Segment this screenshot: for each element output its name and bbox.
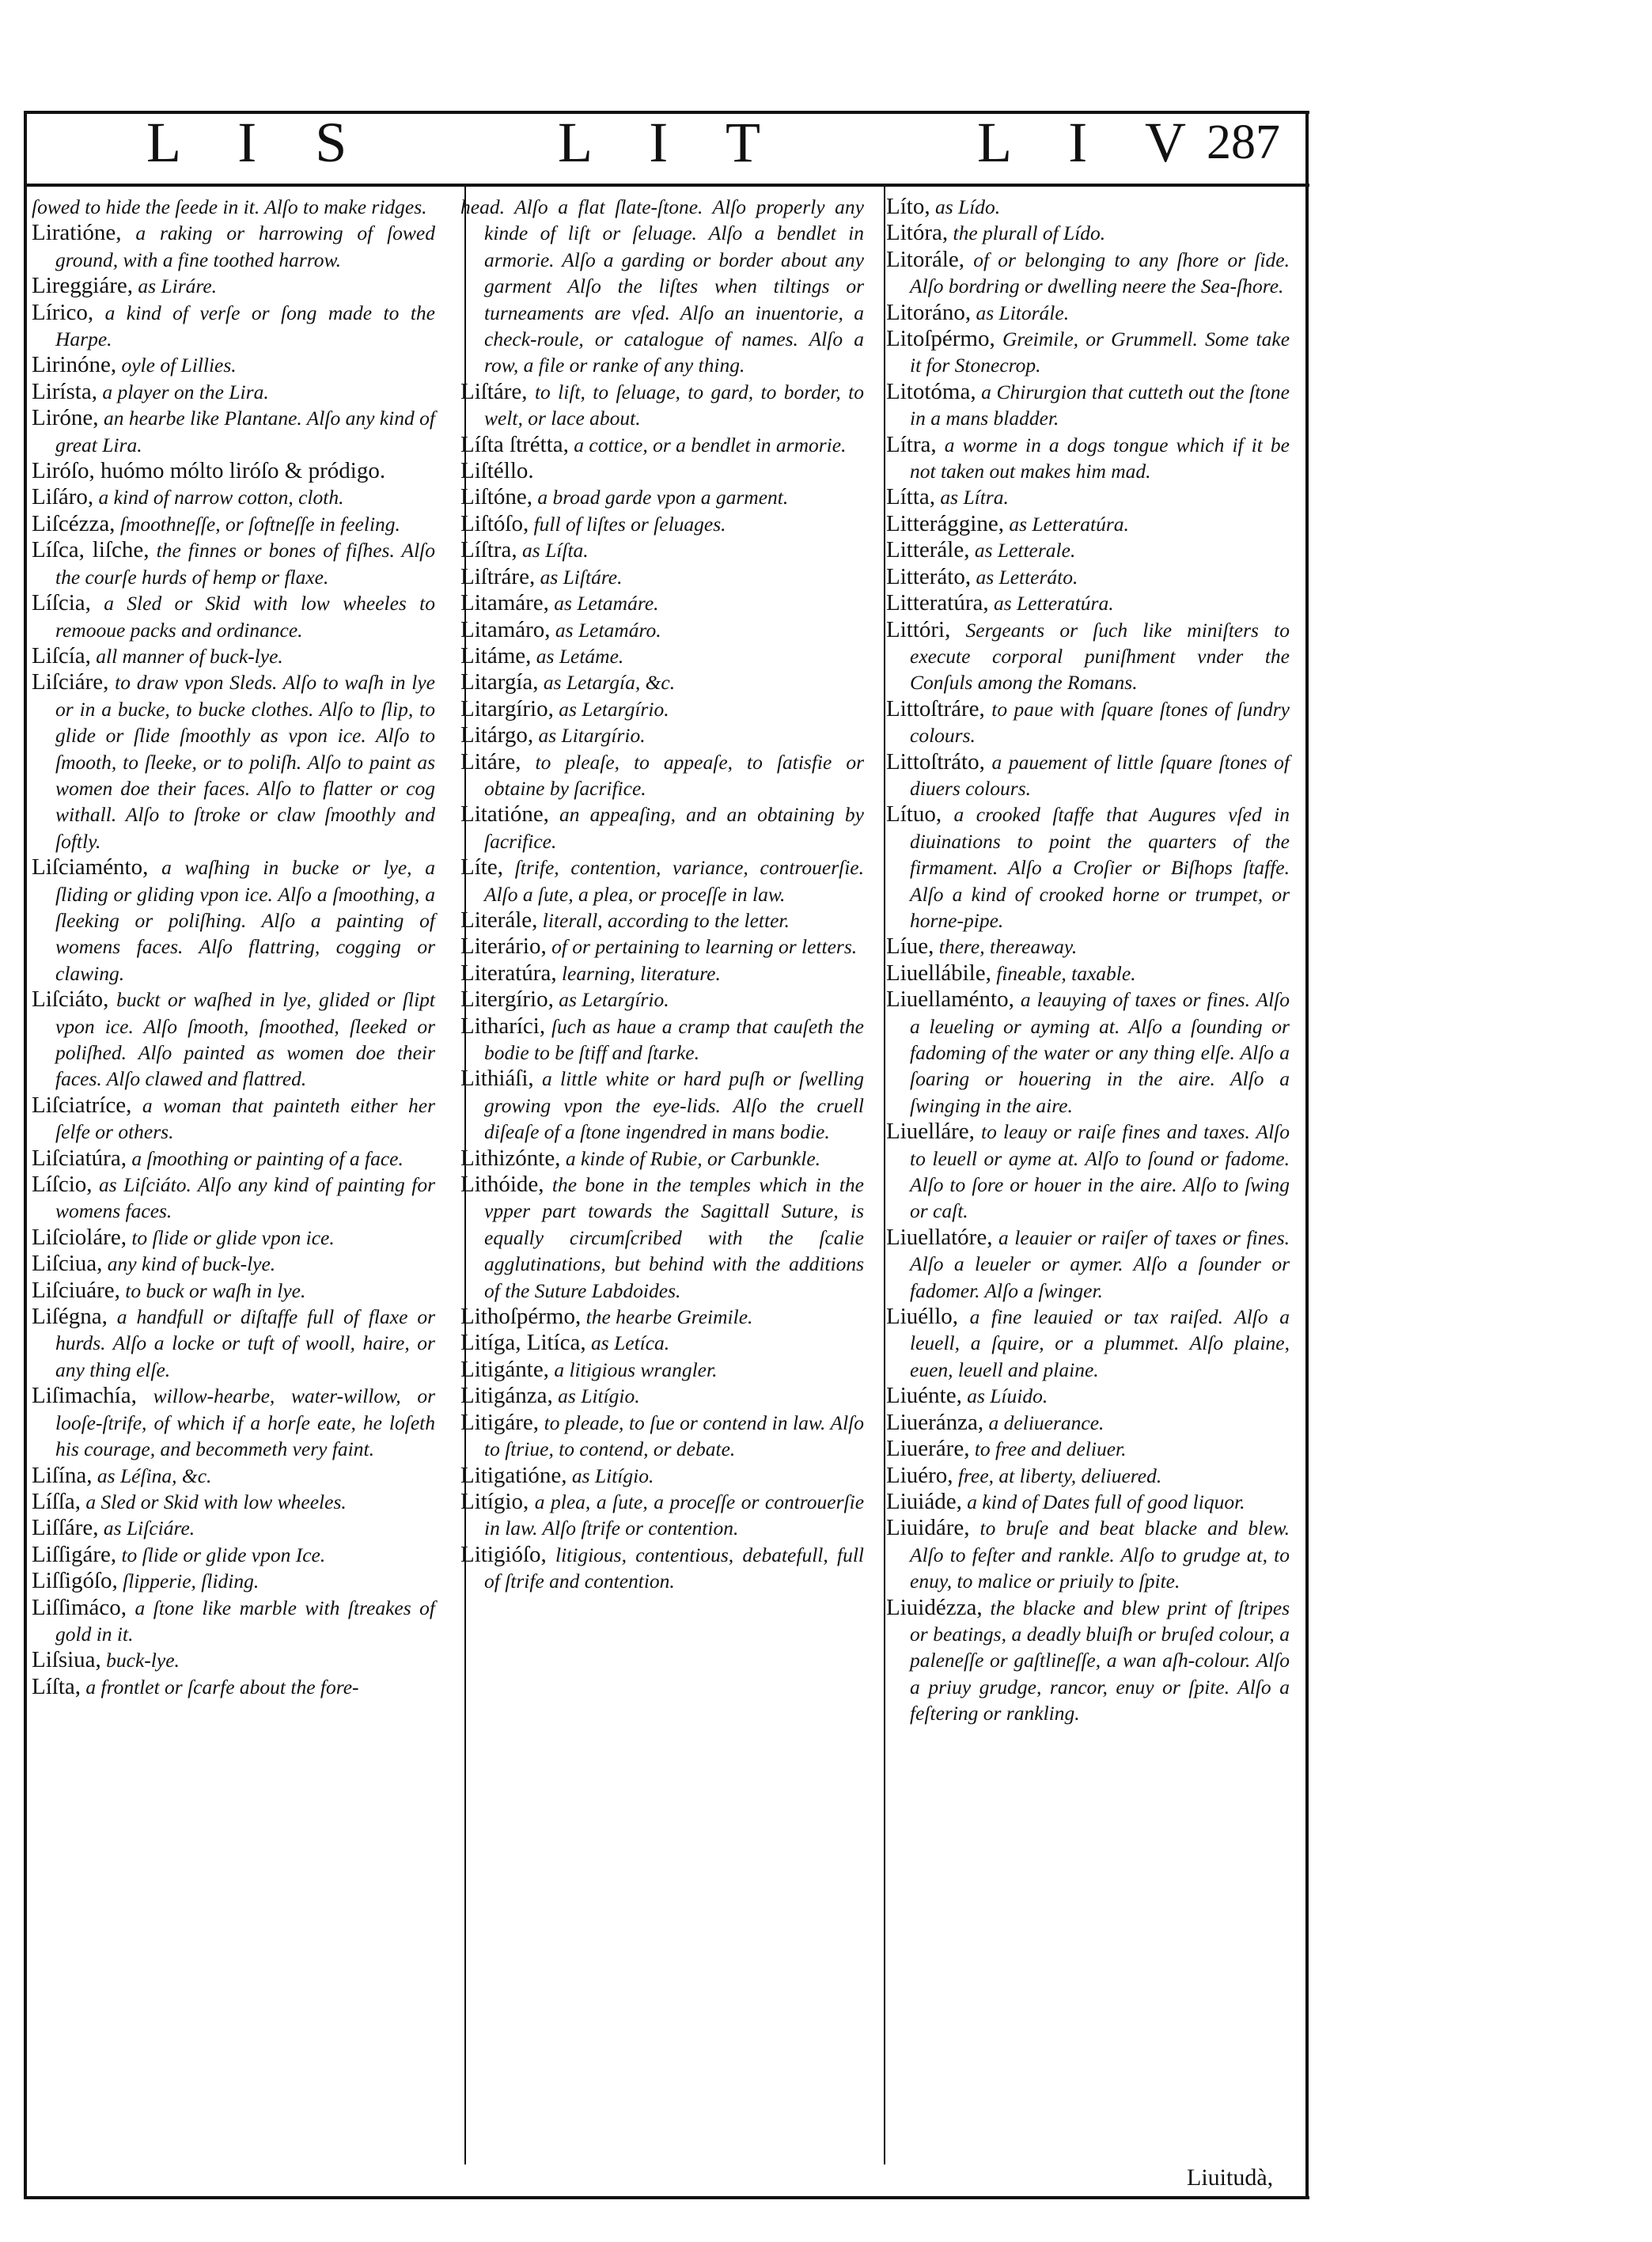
entry-definition: as Litígio. — [558, 1384, 640, 1408]
entry-definition: a fine leauied or tax raiſed. Alſo a leuell, a ſquire, or a plummet. Alſo plaine, euen, leuell and plaine. — [910, 1305, 1290, 1381]
entry-headword: Liſciatríce, — [32, 1092, 132, 1118]
entry-headword: Litteráto, — [886, 563, 972, 589]
dictionary-entry — [886, 1489, 1290, 1515]
dictionary-entry — [32, 1542, 435, 1568]
entry-headword: Litoſpérmo, — [886, 326, 995, 352]
dictionary-entry — [886, 194, 1290, 220]
column-2 — [460, 194, 864, 1595]
dictionary-entry — [32, 379, 435, 405]
entry-definition: the blacke and blew print of ſtripes or beatings, a deadly bluiſh or bruſed colour, a paleneſſe or gaſtlineſſe, a wan aſh-colour. Alſo a priuy grudge, rancor, enuy or ſpite. Alſo a feſtering or rankling. — [910, 1596, 1290, 1725]
entry-headword: Liſciáre, — [32, 669, 109, 695]
entry-headword: Litatióne, — [460, 801, 549, 827]
entry-headword: Liſſáre, — [32, 1515, 99, 1541]
dictionary-entry — [32, 1489, 435, 1515]
entry-headword: Liſégna, — [32, 1304, 108, 1330]
entry-definition: a frontlet or ſcarfe about the fore- — [85, 1675, 359, 1699]
entry-headword: Líſta ſtrétta, — [460, 431, 569, 457]
entry-definition: a deliuerance. — [988, 1411, 1104, 1434]
entry-definition: a little white or hard puſh or ſwelling growing vpon the eye-lids. Alſo the cruell diſeaſe of a ſtone ingendred in mans bodie. — [484, 1067, 865, 1144]
catchword: Liuitudà, — [1187, 2164, 1274, 2191]
header-rule-bottom — [24, 184, 1309, 187]
entry-headword: Litáre, — [460, 748, 521, 774]
dictionary-entry — [460, 1172, 864, 1304]
dictionary-entry — [886, 1436, 1290, 1462]
dictionary-entry — [32, 1278, 435, 1304]
entry-definition: a leauying of taxes or fines. Alſo a leueling or ayming at. Alſo a ſounding or fadoming of the water or any thing elſe. Alſo a ſoaring or houering in the aire. Alſo a ſwinging in the aire. — [910, 988, 1290, 1117]
dictionary-entry — [32, 405, 435, 458]
entry-headword: Liſciáto, — [32, 987, 109, 1013]
entry-definition: buckt or waſhed in lye, glided or ſlipt vpon ice. Alſo ſmooth, ſmoothed, ſleeked or poliſhed. Alſo painted as women doe their faces. Alſo clawed and flattred. — [55, 988, 435, 1091]
entry-definition: to pleaſe, to appeaſe, to ſatisfie or obtaine by ſacrifice. — [484, 750, 865, 800]
entry-headword: Liſtáre, — [460, 378, 528, 404]
dictionary-entry — [886, 934, 1290, 960]
dictionary-entry — [886, 749, 1290, 802]
dictionary-entry — [460, 960, 864, 987]
dictionary-entry — [460, 511, 864, 537]
dictionary-entry — [32, 854, 435, 987]
entry-headword: Literário, — [460, 934, 547, 960]
dictionary-entry — [32, 220, 435, 273]
dictionary-entry — [886, 1595, 1290, 1727]
entry-headword: Litterággine, — [886, 510, 1004, 536]
dictionary-entry — [460, 1304, 864, 1330]
entry-headword: Litargírio, — [460, 695, 554, 721]
entry-definition: ſmoothneſſe, or ſoftneſſe in feeling. — [119, 512, 400, 536]
entry-headword: Litamáro, — [460, 616, 551, 642]
entry-headword: Liuéllo, — [886, 1304, 959, 1330]
dictionary-entry — [32, 590, 435, 643]
entry-definition: all manner of buck-lye. — [96, 644, 283, 668]
entry-definition: to draw vpon Sleds. Alſo to waſh in lye or in a bucke, to bucke clothes. Alſo to ſlip, to glide or ſlide ſmoothly as vpon ice. Alſo to ſmooth, to ſleeke, or to poliſh. Alſo to paint as women doe their faces. Alſo to flatter or cog withall. Alſo to ſtroke or claw ſmoothly and ſoftly. — [55, 671, 436, 853]
entry-definition: to ſlide or glide vpon Ice. — [121, 1543, 326, 1566]
dictionary-entry — [32, 458, 435, 484]
entry-definition: head. Alſo a flat ſlate-ſtone. Alſo properly any kinde of liſt or ſeluage. Alſo a bendlet in armorie. Alſo a garding or border about any garment Alſo the liſtes when tiltings or turneaments are vſed. Alſo an inuentorie, a check-roule, or catalogue of names. Alſo a row, a file or ranke of any thing. — [460, 195, 864, 377]
entry-definition: to ſlide or glide vpon ice. — [131, 1225, 335, 1249]
dictionary-entry — [32, 194, 435, 220]
entry-headword: Líue, — [886, 934, 934, 960]
entry-definition: a ſmoothing or painting of a face. — [131, 1146, 404, 1170]
dictionary-entry — [460, 617, 864, 643]
entry-definition: as Litargírio. — [538, 724, 646, 748]
dictionary-entry — [460, 1489, 864, 1542]
entry-headword: Líto, — [886, 194, 930, 219]
dictionary-entry — [460, 484, 864, 510]
entry-definition: to free and deliuer. — [974, 1437, 1127, 1461]
dictionary-entry — [460, 564, 864, 590]
entry-headword: Liſtóne, — [460, 484, 533, 510]
entry-definition: a kind of Dates full of good liquor. — [967, 1490, 1245, 1513]
entry-headword: Lithizónte, — [460, 1145, 561, 1171]
dictionary-entry — [886, 220, 1290, 246]
dictionary-entry — [32, 987, 435, 1093]
entry-definition: as Litígio. — [571, 1464, 654, 1487]
entry-headword: Liuellaménto, — [886, 987, 1014, 1013]
entry-headword: Litotóma, — [886, 378, 976, 404]
dictionary-entry — [32, 1515, 435, 1541]
entry-headword: Liſtéllo. — [460, 458, 534, 484]
dictionary-entry — [32, 1251, 435, 1277]
entry-definition: a pauement of little ſquare ſtones of diuers colours. — [910, 750, 1290, 800]
entry-headword: Lírico, — [32, 299, 94, 325]
entry-definition: the bone in the temples which in the vpper part towards the Sagittall Suture, is equally circumſcribed with the ſcalie agglutinations, but behind with the additions of the Suture Labdoides. — [484, 1173, 864, 1302]
entry-definition: full of liſtes or ſeluages. — [533, 512, 726, 536]
entry-definition: to pleade, to ſue or contend in law. Alſo to ſtriue, to contend, or debate. — [484, 1411, 864, 1461]
dictionary-entry — [460, 907, 864, 934]
entry-headword: Litigánte, — [460, 1356, 549, 1382]
page-number: 287 — [1207, 116, 1280, 169]
entry-headword: Liſciua, — [32, 1251, 103, 1277]
dictionary-entry — [460, 194, 864, 379]
entry-definition: to bruſe and beat blacke and blew. Alſo to feſter and rankle. Alſo to grudge at, to enuy, to malice or priuily to ſpite. — [910, 1517, 1290, 1593]
entry-definition: a kind of verſe or ſong made to the Harpe. — [55, 301, 435, 351]
dictionary-entry — [32, 1304, 435, 1383]
dictionary-entry — [460, 1463, 864, 1489]
entry-definition: a leauier or raiſer of taxes or fines. Alſo a leueler or aymer. Alſo a ſounder or fadomer. Alſo a ſwinger. — [910, 1225, 1290, 1302]
entry-definition: as Letteráto. — [976, 565, 1078, 589]
entry-definition: as Léſina, &c. — [97, 1464, 212, 1487]
entry-headword: Liſáro, — [32, 484, 94, 510]
dictionary-entry — [32, 1647, 435, 1673]
dictionary-entry — [32, 1674, 435, 1700]
dictionary-entry — [32, 300, 435, 353]
dictionary-entry — [886, 617, 1290, 696]
entry-definition: a worme in a dogs tongue which if it be not taken out makes him mad. — [910, 433, 1290, 483]
dictionary-entry — [886, 1463, 1290, 1489]
entry-definition: a raking or harrowing of ſowed ground, with a fine toothed harrow. — [55, 222, 435, 271]
dictionary-entry — [32, 352, 435, 378]
entry-definition: the plurall of Lído. — [953, 222, 1106, 245]
entry-definition: an hearbe like Plantane. Alſo any kind of great Lira. — [55, 407, 436, 456]
entry-headword: Liſcioláre, — [32, 1224, 127, 1250]
entry-headword: Lithoſpérmo, — [460, 1304, 582, 1330]
entry-definition: as Letargírio. — [559, 988, 669, 1012]
entry-definition: any kind of buck-lye. — [107, 1252, 276, 1276]
entry-definition: as Letterale. — [974, 539, 1076, 562]
entry-definition: ſuch as haue a cramp that cauſeth the bodie to be ſtiff and ſtarke. — [484, 1014, 864, 1064]
entry-headword: Litoráno, — [886, 299, 972, 325]
entry-definition: to paue with ſquare ſtones of ſundry colours. — [910, 697, 1290, 748]
entry-definition: Greimile, or Grummell. Some take it for Stonecrop. — [910, 328, 1290, 377]
entry-headword: Liuénte, — [886, 1383, 962, 1409]
header-right: L I V — [977, 111, 1208, 174]
entry-headword: Liſciaménto, — [32, 854, 149, 881]
entry-headword: Litorále, — [886, 246, 965, 272]
entry-definition: willow-hearbe, water-willow, or looſe-ſtrife, of which if a horſe eate, he loſeth his courage, and becommeth very faint. — [55, 1384, 435, 1461]
entry-definition: a ſtone like marble with ſtreakes of gold in it. — [55, 1596, 436, 1646]
dictionary-entry — [886, 1304, 1290, 1383]
dictionary-entry — [886, 696, 1290, 749]
entry-headword: Liratióne, — [32, 220, 122, 246]
entry-headword: Liróſo, huómo mólto liróſo & pródigo. — [32, 458, 386, 484]
entry-headword: Líſca, liſche, — [32, 537, 150, 563]
entry-headword: Líſcio, — [32, 1172, 93, 1198]
column-divider-2 — [884, 187, 885, 2164]
entry-definition: fineable, taxable. — [996, 961, 1136, 985]
dictionary-entry — [32, 511, 435, 537]
dictionary-entry — [460, 1330, 864, 1356]
entry-headword: Liſſigáre, — [32, 1541, 117, 1567]
entry-headword: Litígio, — [460, 1488, 529, 1514]
dictionary-entry — [886, 537, 1290, 563]
dictionary-entry — [460, 987, 864, 1013]
dictionary-entry — [32, 1463, 435, 1489]
entry-headword: Litigióſo, — [460, 1541, 547, 1567]
entry-definition: a player on the Lira. — [102, 380, 269, 403]
entry-headword: Liſſimáco, — [32, 1594, 127, 1620]
entry-definition: litigious, contentious, debatefull, full of ſtrife and contention. — [484, 1543, 865, 1593]
entry-definition: as Liſtáre. — [540, 565, 623, 589]
entry-definition: as Líuido. — [967, 1384, 1048, 1408]
dictionary-entry — [886, 564, 1290, 590]
entry-definition: ſlipperie, ſliding. — [123, 1570, 260, 1593]
dictionary-entry — [32, 643, 435, 669]
entry-headword: Liſtráre, — [460, 563, 536, 589]
dictionary-entry — [460, 1383, 864, 1409]
entry-headword: Liſſigóſo, — [32, 1568, 118, 1594]
dictionary-entry — [460, 1146, 864, 1172]
entry-definition: as Liſciáto. Alſo any kind of painting for womens faces. — [55, 1173, 435, 1223]
entry-definition: oyle of Lillies. — [121, 354, 237, 377]
entry-definition: an appeaſing, and an obtaining by ſacrifice. — [484, 803, 865, 853]
entry-definition: Sergeants or ſuch like miniſters to execute corporal puniſhment vnder the Conſuls among the Romans. — [910, 618, 1290, 695]
entry-headword: Liſciuáre, — [32, 1277, 120, 1303]
dictionary-entry — [886, 1225, 1290, 1304]
dictionary-entry — [32, 1595, 435, 1648]
entry-headword: Líſtra, — [460, 537, 517, 563]
entry-definition: a woman that painteth either her ſelfe or others. — [55, 1093, 436, 1144]
dictionary-entry — [886, 987, 1290, 1119]
frame-left-rule — [24, 111, 27, 2199]
entry-definition: there, thereaway. — [938, 935, 1078, 959]
entry-headword: Liſína, — [32, 1462, 93, 1488]
dictionary-entry — [460, 379, 864, 432]
entry-definition: a plea, a ſute, a proceſſe or controuerſie in law. Alſo ſtrife or contention. — [484, 1490, 865, 1540]
entry-definition: a kind of narrow cotton, cloth. — [98, 486, 344, 509]
column-1 — [32, 194, 435, 1700]
header-left: L I S — [146, 111, 369, 174]
entry-headword: Liuelláre, — [886, 1119, 975, 1145]
entry-definition: a broad garde vpon a garment. — [537, 486, 789, 509]
entry-headword: Lithiáſi, — [460, 1066, 534, 1092]
dictionary-entry — [460, 801, 864, 854]
entry-definition: to liſt, to ſeluage, to gard, to border, to welt, or lace about. — [484, 380, 864, 430]
entry-headword: Líſcia, — [32, 590, 91, 616]
entry-definition: a Chirurgion that cutteth out the ſtone in a mans bladder. — [910, 380, 1290, 430]
entry-headword: Litamáre, — [460, 590, 549, 616]
dictionary-entry — [460, 1066, 864, 1145]
entry-headword: Liſimachía, — [32, 1383, 137, 1409]
dictionary-entry — [460, 722, 864, 748]
entry-headword: Lirinóne, — [32, 352, 117, 378]
entry-headword: Litigáre, — [460, 1409, 540, 1435]
entry-definition: of or belonging to any ſhore or ſide. Alſo bordring or dwelling neere the Sea-ſhore. — [910, 248, 1290, 298]
dictionary-entry — [886, 960, 1290, 987]
entry-headword: Liſtóſo, — [460, 510, 529, 536]
dictionary-entry — [886, 379, 1290, 432]
dictionary-entry — [32, 273, 435, 299]
entry-definition: a Sled or Skid with low wheeles to remooue packs and ordinance. — [55, 592, 436, 642]
dictionary-entry — [32, 1568, 435, 1594]
dictionary-entry — [32, 669, 435, 854]
entry-definition: a kinde of Rubie, or Carbunkle. — [565, 1146, 821, 1170]
dictionary-entry — [886, 511, 1290, 537]
header-center: L I T — [558, 111, 782, 174]
entry-definition: a Sled or Skid with low wheeles. — [85, 1490, 347, 1513]
dictionary-entry — [460, 1542, 864, 1595]
entry-definition: as Letargírio. — [559, 697, 669, 721]
dictionary-entry — [32, 537, 435, 590]
entry-headword: Littoſtráto, — [886, 748, 985, 774]
entry-headword: Lítuo, — [886, 801, 942, 827]
frame-bottom-rule — [24, 2196, 1309, 2199]
dictionary-entry — [32, 1093, 435, 1146]
entry-definition: to leauy or raiſe fines and taxes. Alſo to leuell or ayme at. Alſo to ſound or fadome. Alſo to ſore or houer in the aire. Alſo to ſwing or caſt. — [910, 1120, 1290, 1223]
entry-headword: Liróne, — [32, 405, 99, 431]
entry-definition: a cottice, or a bendlet in armorie. — [574, 433, 847, 456]
entry-headword: Lítra, — [886, 431, 937, 457]
dictionary-entry — [886, 1515, 1290, 1594]
entry-headword: Liuidézza, — [886, 1594, 983, 1620]
dictionary-entry — [460, 1357, 864, 1383]
dictionary-entry — [460, 1013, 864, 1066]
entry-headword: Litíga, Litíca, — [460, 1330, 586, 1356]
entry-headword: Liuidáre, — [886, 1515, 970, 1541]
entry-headword: Littóri, — [886, 616, 951, 642]
dictionary-entry — [886, 590, 1290, 616]
dictionary-entry — [886, 801, 1290, 934]
entry-definition: as Liráre. — [138, 275, 218, 298]
dictionary-entry — [460, 590, 864, 616]
entry-headword: Lítta, — [886, 484, 936, 510]
entry-headword: Líte, — [460, 854, 503, 881]
column-3 — [886, 194, 1290, 1727]
entry-headword: Lireggiáre, — [32, 273, 134, 299]
dictionary-entry — [886, 326, 1290, 379]
entry-headword: Liueráre, — [886, 1436, 970, 1462]
frame-right-rule — [1305, 111, 1309, 2199]
entry-definition: as Letamáre. — [554, 592, 659, 615]
entry-headword: Liſcézza, — [32, 510, 116, 536]
entry-headword: Líſta, — [32, 1673, 81, 1699]
dictionary-entry — [460, 854, 864, 907]
dictionary-entry — [460, 432, 864, 458]
entry-headword: Lithóide, — [460, 1172, 544, 1198]
dictionary-entry — [886, 484, 1290, 510]
entry-definition: of or pertaining to learning or letters. — [551, 935, 858, 959]
entry-definition: literall, according to the letter. — [542, 908, 790, 932]
dictionary-entry — [886, 1383, 1290, 1409]
entry-headword: Litigatióne, — [460, 1462, 567, 1488]
dictionary-entry — [32, 1172, 435, 1225]
entry-headword: Littoſtráre, — [886, 695, 985, 721]
dictionary-entry — [460, 934, 864, 960]
entry-definition: free, at liberty, deliuered. — [957, 1464, 1162, 1487]
entry-headword: Literatúra, — [460, 960, 557, 986]
entry-definition: a litigious wrangler. — [554, 1358, 718, 1381]
entry-definition: as Lído. — [934, 195, 1001, 218]
dictionary-entry — [886, 1410, 1290, 1436]
entry-definition: the finnes or bones of fiſhes. Alſo the courſe hurds of hemp or flaxe. — [55, 539, 435, 589]
entry-headword: Litharíci, — [460, 1013, 546, 1039]
entry-definition: as Letargía, &c. — [543, 671, 676, 695]
dictionary-entry — [886, 300, 1290, 326]
entry-definition: a handfull or diſtaffe full of flaxe or hurds. Alſo a locke or tuft of wooll, haire, or any thing elſe. — [55, 1305, 435, 1381]
dictionary-entry — [460, 643, 864, 669]
dictionary-entry — [460, 458, 864, 484]
entry-headword: Liſciatúra, — [32, 1145, 127, 1171]
dictionary-entry — [32, 1383, 435, 1462]
entry-definition: ſtrife, contention, variance, controuerſie. Alſo a ſute, a plea, or proceſſe in law. — [484, 856, 864, 906]
dictionary-entry — [886, 247, 1290, 300]
entry-headword: Liuellatóre, — [886, 1224, 993, 1250]
dictionary-entry — [460, 749, 864, 802]
entry-headword: Litterále, — [886, 537, 970, 563]
dictionary-entry — [460, 537, 864, 563]
entry-headword: Liſsiua, — [32, 1647, 101, 1673]
entry-headword: Litergírio, — [460, 987, 554, 1013]
entry-definition: as Letteratúra. — [1009, 512, 1129, 536]
entry-headword: Liuellábile, — [886, 960, 991, 986]
entry-headword: Litárgo, — [460, 722, 534, 748]
dictionary-entry — [460, 1410, 864, 1463]
entry-headword: Liueránza, — [886, 1409, 984, 1435]
entry-definition: ſowed to hide the ſeede in it. Alſo to make ridges. — [32, 195, 427, 218]
dictionary-entry — [460, 696, 864, 722]
entry-definition: as Litorále. — [976, 301, 1070, 324]
entry-headword: Literále, — [460, 907, 538, 933]
entry-definition: a crooked ſtaffe that Augures vſed in diuinations to point the quarters of the firmament. Alſo a Croſier or Biſhops ſtaffe. Alſo a kind of crooked horne or trumpet, or horne-pipe. — [910, 803, 1290, 932]
entry-headword: Liſcía, — [32, 642, 91, 668]
dictionary-entry — [886, 1119, 1290, 1225]
entry-definition: learning, literature. — [561, 961, 721, 985]
entry-headword: Liuiáde, — [886, 1488, 962, 1514]
entry-definition: buck-lye. — [106, 1649, 180, 1672]
dictionary-entry — [886, 432, 1290, 485]
entry-definition: the hearbe Greimile. — [585, 1305, 753, 1329]
entry-definition: as Liſciáre. — [103, 1517, 195, 1540]
entry-definition: as Letteratúra. — [994, 592, 1114, 615]
entry-definition: as Letíca. — [591, 1331, 670, 1355]
entry-headword: Lirísta, — [32, 378, 97, 404]
entry-headword: Litargía, — [460, 669, 539, 695]
dictionary-entry — [32, 484, 435, 510]
entry-definition: as Lítra. — [940, 486, 1009, 509]
entry-headword: Litóra, — [886, 220, 949, 246]
entry-headword: Litteratúra, — [886, 590, 989, 616]
entry-definition: as Líſta. — [522, 539, 589, 562]
entry-definition: to buck or waſh in lye. — [125, 1278, 306, 1302]
entry-headword: Litáme, — [460, 642, 532, 668]
dictionary-entry — [460, 669, 864, 695]
entry-headword: Litigánza, — [460, 1383, 553, 1409]
entry-definition: as Letamáro. — [555, 618, 661, 642]
entry-headword: Líſſa, — [32, 1488, 81, 1514]
entry-definition: a waſhing in bucke or lye, a ſliding or gliding vpon ice. Alſo a ſmoothing, a ſleeking or poliſhing. Alſo a painting of womens faces. Alſo flattring, cogging or clawing. — [55, 856, 435, 985]
dictionary-entry — [32, 1146, 435, 1172]
entry-definition: as Letáme. — [536, 644, 624, 668]
entry-headword: Liuéro, — [886, 1462, 953, 1488]
dictionary-entry — [32, 1225, 435, 1251]
